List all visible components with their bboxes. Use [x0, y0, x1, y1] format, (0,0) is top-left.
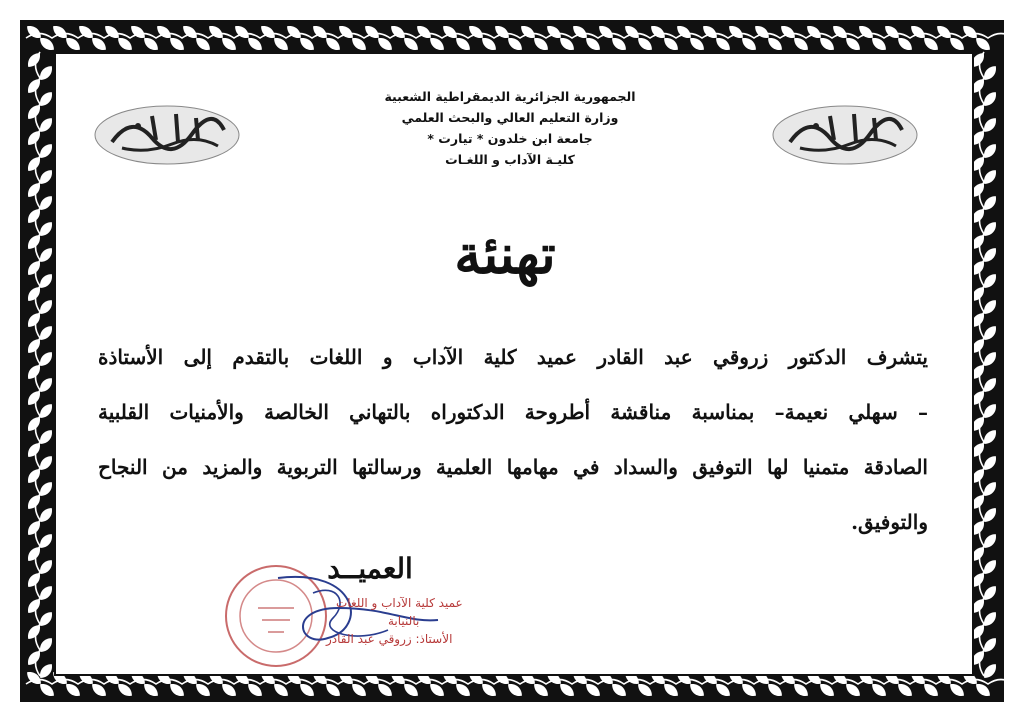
body-line-4: والتوفيق.	[851, 510, 928, 534]
congratulation-text	[98, 330, 928, 550]
stamp-line-2: بالنيابة	[388, 614, 420, 628]
stamp-line-3: الأستاذ: زروقي عبد القادر	[326, 632, 453, 646]
dean-title: العميــد	[327, 552, 413, 585]
university-name: جامعة ابن خلدون * تيارت *	[427, 131, 593, 146]
body-line-2: – سهلي نعيمة– بمناسبة مناقشة أطروحة الدكتوراه بالتهاني الخالصة والأمنيات القلبية	[98, 400, 928, 424]
body-line-1: يتشرف الدكتور زروقي عبد القادر عميد كلية الآداب و اللغات بالتقدم إلى الأستاذة	[98, 345, 928, 369]
institution-header	[300, 86, 720, 170]
body-line-3: الصادقة متمنيا لها التوفيق والسداد في مهامها العلمية ورسالتها التربوية والمزيد من النجاح	[98, 455, 928, 479]
stamp-line-1: عميد كلية الآداب و اللغات	[336, 596, 463, 610]
faculty-name: كليـة الآداب و اللغـات	[445, 152, 575, 167]
university-logo-right	[770, 104, 920, 166]
ministry-name: وزارة التعليم العالي والبحث العلمي	[401, 110, 619, 125]
country-name: الجمهورية الجزائرية الديمقراطية الشعبية	[384, 89, 636, 104]
university-logo-left	[92, 104, 242, 166]
certificate-title: تهنئة	[454, 222, 556, 286]
